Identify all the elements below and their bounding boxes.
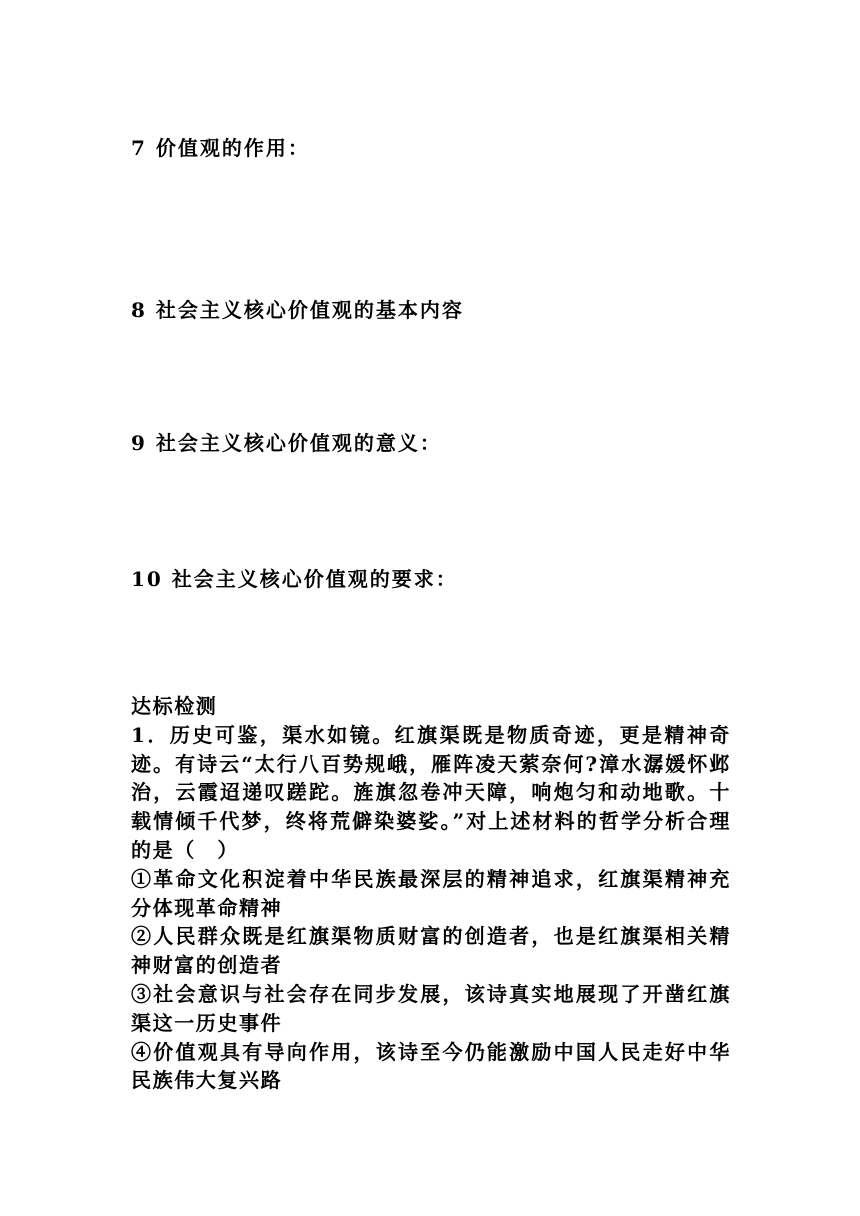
option-4: ④价值观具有导向作用，该诗至今仍能激励中国人民走好中华民族伟大复兴路	[131, 1039, 731, 1093]
heading-8-core-values-content: 8 社会主义核心价值观的基本内容	[131, 298, 464, 322]
option-1: ①革命文化积淀着中华民族最深层的精神追求，红旗渠精神充分体现革命精神	[131, 866, 731, 920]
exercise-section	[131, 692, 731, 1095]
heading-7-value-role: 7 价值观的作用：	[131, 136, 310, 160]
option-2: ②人民群众既是红旗渠物质财富的创造者，也是红旗渠相关精神财富的创造者	[131, 924, 731, 978]
option-3: ③社会意识与社会存在同步发展，该诗真实地展现了开凿红旗渠这一历史事件	[131, 981, 731, 1035]
heading-9-core-values-significance: 9 社会主义核心价值观的意义：	[131, 431, 442, 455]
question-1-stem: 1．历史可鉴，渠水如镜。红旗渠既是物质奇迹，更是精神奇迹。有诗云“太行八百势规峨，雁阵凌天萦奈何?漳水潺媛怀邺治，云霞迢递叹蹉跎。旌旗忽卷冲天障，响炮匀和动地歌。十载情倾千代梦，终将荒僻染婆娑。”对上述材料的哲学分析合理的是（ ）	[131, 722, 731, 862]
exercise-section-title: 达标检测	[131, 694, 218, 718]
heading-10-core-values-requirements: 10 社会主义核心价值观的要求：	[131, 567, 458, 591]
